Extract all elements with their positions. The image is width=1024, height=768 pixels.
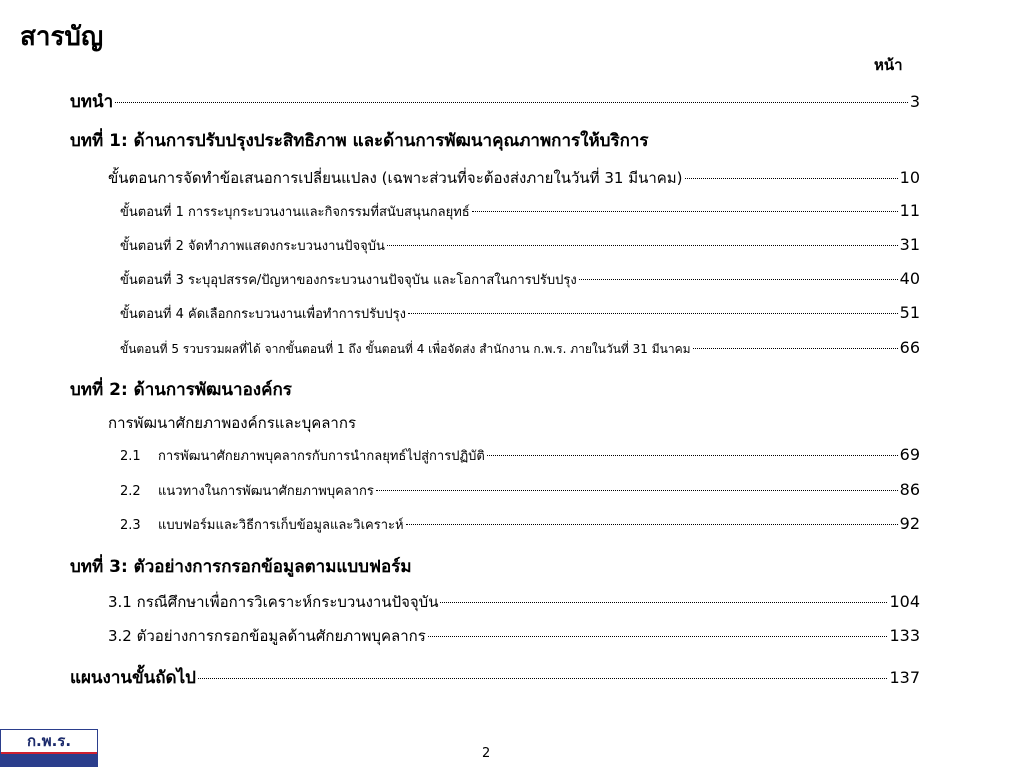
toc-entry-label: ขั้นตอนที่ 3 ระบุอุปสรรค/ปัญหาของกระบวนงานปัจจุบัน และโอกาสในการปรับปรุง bbox=[120, 273, 577, 288]
logo-text: ก.พ.ร. bbox=[26, 732, 72, 750]
toc-entry-step-3[interactable] bbox=[120, 269, 920, 290]
toc-page-number: 104 bbox=[889, 592, 920, 611]
toc-entry-label bbox=[120, 445, 485, 466]
toc-entry-label: 3.1 กรณีศึกษาเพื่อการวิเคราะห์กระบวนงานปัจจุบัน bbox=[108, 593, 439, 611]
page-column-header: หน้า bbox=[874, 56, 903, 74]
toc-entry-step-2[interactable] bbox=[120, 235, 920, 256]
dot-leader bbox=[693, 347, 898, 349]
toc-page-number: 137 bbox=[889, 668, 920, 687]
toc-entry-label: บทนำ bbox=[70, 92, 114, 112]
dot-leader bbox=[579, 278, 898, 280]
toc-page-number: 40 bbox=[899, 269, 920, 288]
toc-entry-label: ขั้นตอนที่ 4 คัดเลือกกระบวนงานเพื่อทำการปรับปรุง bbox=[120, 307, 406, 322]
dot-leader bbox=[685, 177, 898, 179]
toc-entry-step-1[interactable] bbox=[120, 201, 920, 222]
toc-entry-step-5[interactable] bbox=[120, 338, 920, 359]
toc-page-number: 66 bbox=[899, 338, 920, 357]
toc-entry-text: แนวทางในการพัฒนาศักยภาพบุคลากร bbox=[158, 484, 374, 499]
logo-band bbox=[1, 752, 97, 766]
toc-entry-number: 2.2 bbox=[120, 484, 141, 499]
toc-entry-label: ขั้นตอนที่ 5 รวบรวมผลที่ได้ จากขั้นตอนที่ 1 ถึง ขั้นตอนที่ 4 เพื่อจัดส่ง สำนักงาน ก.พ.ร. ภายในวันที่ 31 มีนาคม bbox=[120, 342, 691, 356]
dot-leader bbox=[376, 489, 898, 491]
dot-leader bbox=[440, 601, 887, 603]
toc-entry-text: การพัฒนาศักยภาพบุคลากรกับการนำกลยุทธ์ไปสู่การปฏิบัติ bbox=[158, 449, 485, 464]
toc-entry-2-2[interactable] bbox=[120, 480, 920, 501]
toc-page-number: 10 bbox=[899, 168, 920, 187]
chapter-2-heading: บทที่ 2: ด้านการพัฒนาองค์กร bbox=[70, 380, 292, 400]
toc-entry-number: 2.1 bbox=[120, 449, 141, 464]
toc-entry-proposal-process[interactable] bbox=[108, 166, 920, 190]
toc-page-number: 51 bbox=[899, 303, 920, 322]
toc-entry-3-2[interactable] bbox=[108, 624, 920, 648]
dot-leader bbox=[115, 101, 908, 103]
page-title: สารบัญ bbox=[20, 22, 104, 52]
toc-page-number: 86 bbox=[899, 480, 920, 499]
dot-leader bbox=[408, 312, 898, 314]
dot-leader bbox=[472, 210, 898, 212]
toc-entry-text: แบบฟอร์มและวิธีการเก็บข้อมูลและวิเคราะห์ bbox=[158, 518, 404, 533]
toc-entry-label: ขั้นตอนที่ 2 จัดทำภาพแสดงกระบวนงานปัจจุบัน bbox=[120, 239, 385, 254]
toc-entry-step-4[interactable] bbox=[120, 303, 920, 324]
dot-leader bbox=[198, 677, 888, 679]
toc-entry-2-1[interactable] bbox=[120, 445, 920, 466]
dot-leader bbox=[406, 523, 898, 525]
toc-page-number: 92 bbox=[899, 514, 920, 533]
toc-page-number: 69 bbox=[899, 445, 920, 464]
toc-page-number: 3 bbox=[909, 92, 920, 111]
toc-entry-next-steps[interactable] bbox=[70, 664, 920, 691]
toc-entry-label bbox=[120, 514, 404, 535]
chapter-1-heading: บทที่ 1: ด้านการปรับปรุงประสิทธิภาพ และด้านการพัฒนาคุณภาพการให้บริการ bbox=[70, 131, 649, 151]
dot-leader bbox=[428, 635, 888, 637]
dot-leader bbox=[387, 244, 898, 246]
toc-page-number: 133 bbox=[889, 626, 920, 645]
toc-entry-label: แผนงานขั้นถัดไป bbox=[70, 668, 196, 688]
chapter-3-heading: บทที่ 3: ตัวอย่างการกรอกข้อมูลตามแบบฟอร์ม bbox=[70, 557, 412, 577]
toc-page-number: 11 bbox=[899, 201, 920, 220]
toc-entry-introduction[interactable] bbox=[70, 88, 920, 115]
toc-entry-label: ขั้นตอนการจัดทำข้อเสนอการเปลี่ยนแปลง (เฉพาะส่วนที่จะต้องส่งภายในวันที่ 31 มีนาคม) bbox=[108, 169, 683, 187]
opdc-logo bbox=[0, 729, 98, 767]
section-subheading: การพัฒนาศักยภาพองค์กรและบุคลากร bbox=[108, 414, 356, 432]
footer-page-number: 2 bbox=[482, 746, 491, 761]
toc-entry-label bbox=[120, 480, 374, 501]
toc-entry-number: 2.3 bbox=[120, 518, 141, 533]
toc-page-number: 31 bbox=[899, 235, 920, 254]
toc-entry-label: ขั้นตอนที่ 1 การระบุกระบวนงานและกิจกรรมที่สนับสนุนกลยุทธ์ bbox=[120, 205, 470, 220]
toc-entry-2-3[interactable] bbox=[120, 514, 920, 535]
dot-leader bbox=[487, 454, 898, 456]
toc-entry-3-1[interactable] bbox=[108, 590, 920, 614]
toc-entry-label: 3.2 ตัวอย่างการกรอกข้อมูลด้านศักยภาพบุคลากร bbox=[108, 627, 426, 645]
